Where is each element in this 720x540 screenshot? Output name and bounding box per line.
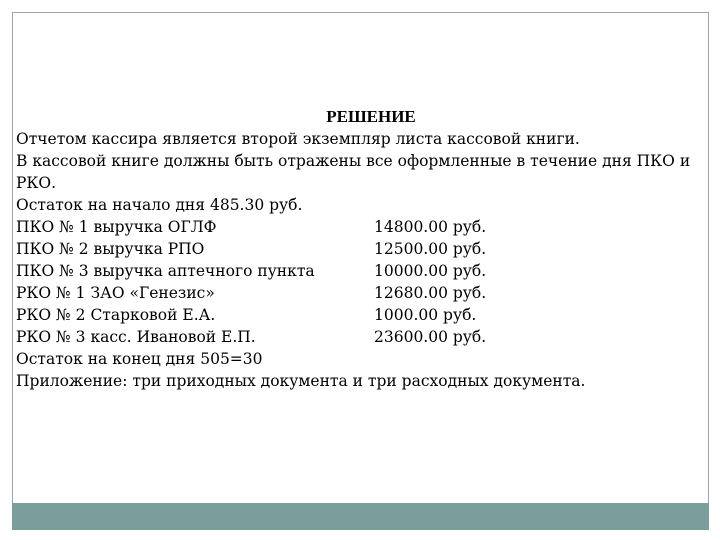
paragraph: В кассовой книге должны быть отражены все оформленные в течение дня ПКО и РКО.	[16, 152, 691, 192]
entry-row	[16, 304, 706, 326]
entry-label: ПКО № 1 выручка ОГЛФ	[16, 218, 217, 236]
opening-balance: Остаток на начало дня 485.30 руб.	[16, 196, 303, 214]
document-body	[16, 106, 706, 392]
footer-bar	[12, 503, 709, 530]
intro-line: Отчетом кассира является второй экземпляр листа кассовой книги.	[16, 130, 580, 148]
appendix-line: Приложение: три приходных документа и три расходных документа.	[16, 372, 586, 390]
entry-row	[16, 282, 706, 304]
entry-label: РКО № 2 Старковой Е.А.	[16, 306, 216, 324]
entry-row	[16, 326, 706, 348]
entry-row	[16, 238, 706, 260]
entry-amount: 12500.00 руб.	[374, 240, 487, 258]
entry-row	[16, 216, 706, 238]
entry-amount: 1000.00 руб.	[374, 306, 477, 324]
closing-balance: Остаток на конец дня 505=30	[16, 350, 263, 368]
entry-amount: 23600.00 руб.	[374, 328, 487, 346]
document-title: РЕШЕНИЕ	[326, 107, 416, 126]
entry-label: РКО № 1 ЗАО «Генезис»	[16, 284, 215, 302]
entry-label: РКО № 3 касс. Ивановой Е.П.	[16, 328, 256, 346]
entry-label: ПКО № 3 выручка аптечного пункта	[16, 262, 315, 280]
entry-amount: 14800.00 руб.	[374, 218, 487, 236]
entry-amount: 12680.00 руб.	[374, 284, 487, 302]
entry-row	[16, 260, 706, 282]
entry-amount: 10000.00 руб.	[374, 262, 487, 280]
entry-label: ПКО № 2 выручка РПО	[16, 240, 205, 258]
